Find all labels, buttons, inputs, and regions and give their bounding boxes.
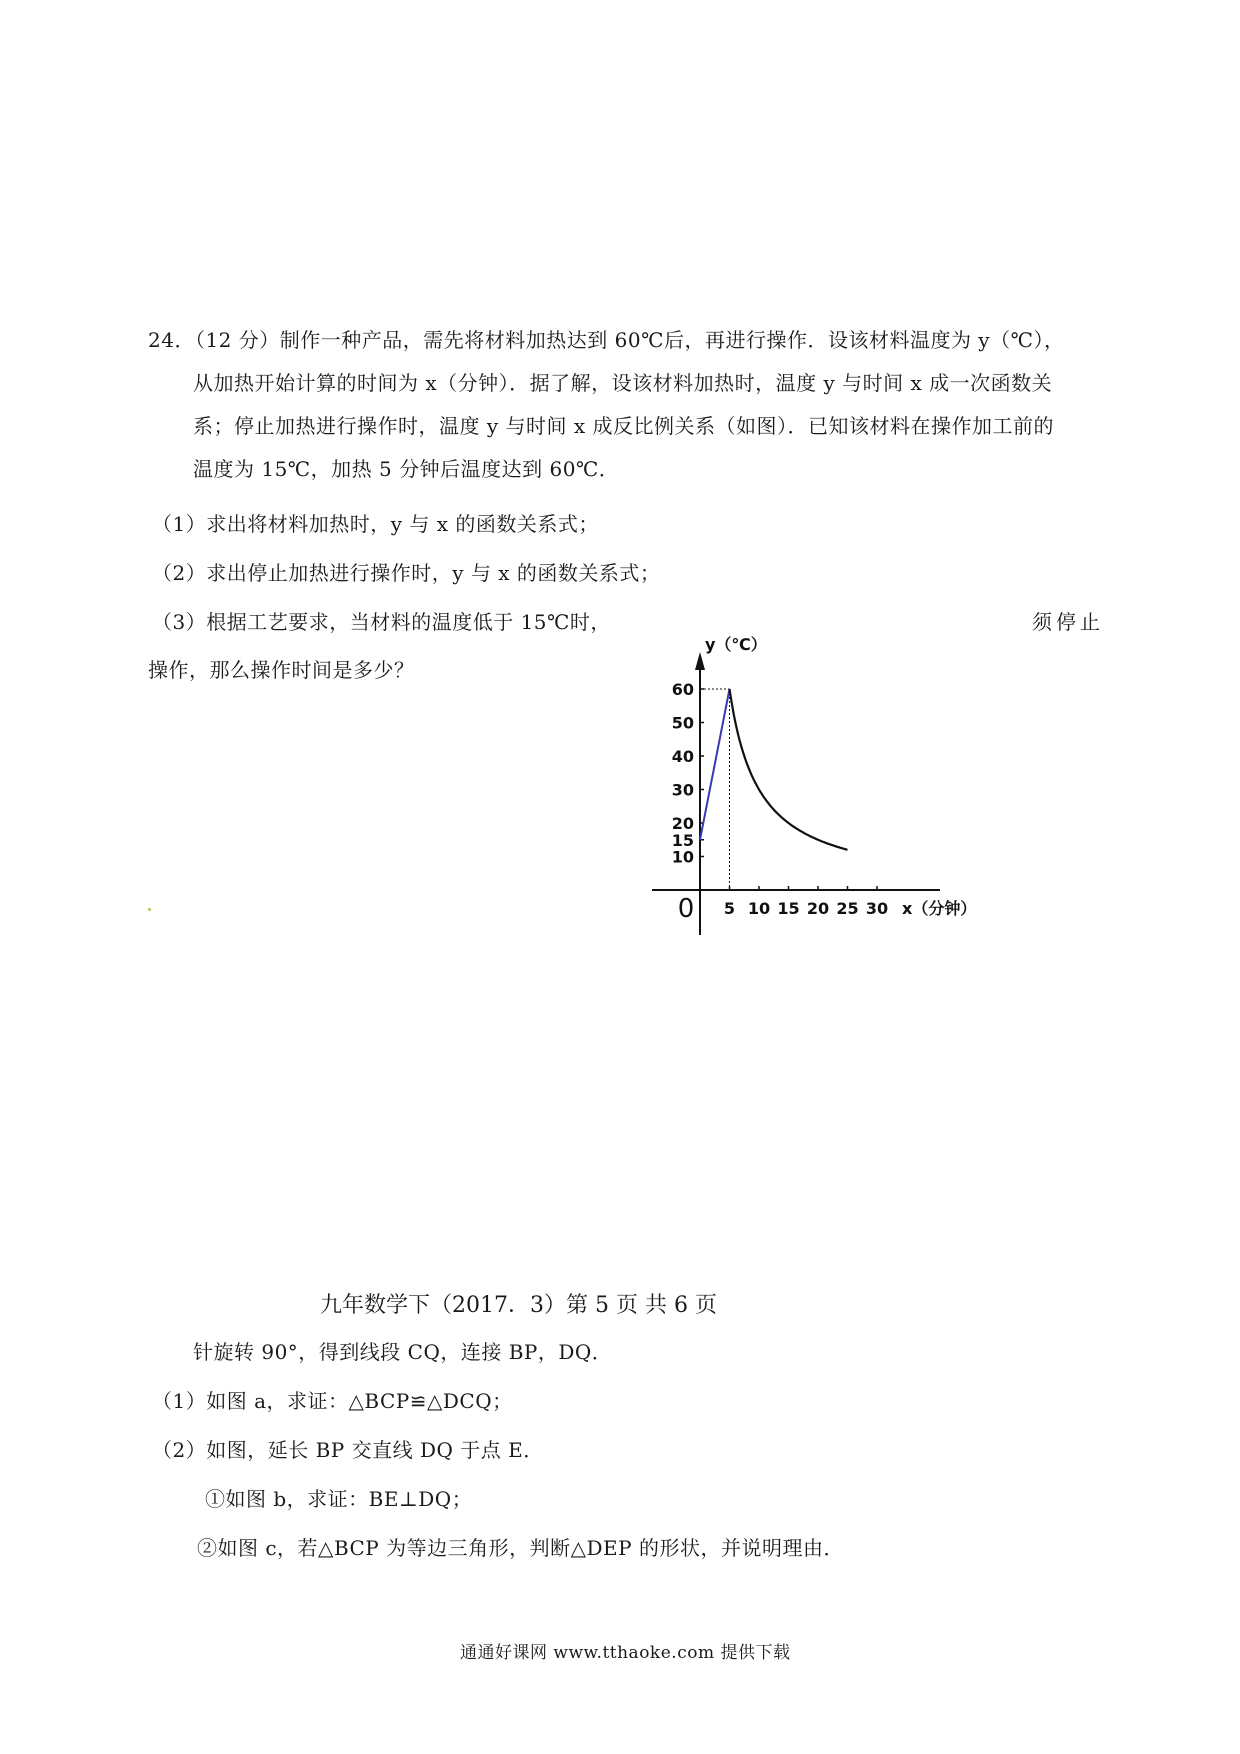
y-axis-arrow [695,652,705,670]
page2-question-1: （1）如图 a，求证：△BCP≌△DCQ； [152,1389,513,1413]
footer-partial-clipped [320,1293,760,1318]
problem-text-1: 制作一种产品，需先将材料加热达到 60℃后，再进行操作．设该材料温度为 y（℃）， [279,328,1065,352]
page2-question-2b: ②如图 c，若△BCP 为等边三角形，判断△DEP 的形状，并说明理由． [197,1536,844,1560]
x-tick-label: 10 [747,899,771,918]
chart-labels [672,635,977,924]
question-3-right: 须停止 [1032,610,1104,634]
x-tick-label: 15 [777,899,800,918]
page2-question-2a: ①如图 b，求证：BE⊥DQ； [205,1487,473,1511]
y-tick-label: 50 [671,713,694,733]
y-tick-label: 30 [671,780,694,800]
y-tick-label: 15 [671,830,694,850]
x-tick-label: 5 [723,899,736,918]
heating-line [700,689,730,840]
cooling-curve [730,689,848,850]
chart-marks [700,689,848,890]
y-axis-label: y（℃） [705,635,767,654]
footer-partial-text: 九年数学下（2017．3）第 5 页 共 6 页 [320,1293,717,1318]
temperature-time-chart [640,635,980,940]
problem-line-4: 温度为 15℃，加热 5 分钟后温度达到 60℃． [193,457,620,481]
problem-line-3: 系；停止加热进行操作时，温度 y 与时间 x 成反比例关系（如图）．已知该材料在操作加工前的 [193,414,1055,438]
footer-text: 通通好课网 www.tthaoke.com 提供下载 [460,1643,791,1663]
stray-dot [148,908,151,911]
question-3-continued: 操作，那么操作时间是多少？ [148,658,415,682]
x-tick-label: 20 [806,899,830,918]
y-tick-label: 10 [671,847,694,867]
question-1: （1）求出将材料加热时，y 与 x 的函数关系式； [152,512,599,536]
y-tick-label: 20 [671,814,694,833]
problem-number: 24．（12 分） [148,328,280,352]
x-tick-label: 25 [836,899,859,918]
page2-question-2: （2）如图，延长 BP 交直线 DQ 于点 E． [152,1438,544,1462]
y-tick-label: 60 [671,680,694,699]
problem-line-1 [148,328,1064,352]
problem-line-2: 从加热开始计算的时间为 x（分钟）．据了解，设该材料加热时，温度 y 与时间 x 成一次函数关 [193,371,1053,395]
x-axis-label: x（分钟） [902,899,977,918]
origin-label: 0 [677,894,695,924]
page2-line-1: 针旋转 90°，得到线段 CQ，连接 BP，DQ． [193,1340,613,1364]
y-tick-label: 40 [671,747,694,766]
x-tick-label: 30 [865,899,889,918]
question-2: （2）求出停止加热进行操作时，y 与 x 的函数关系式； [152,561,661,585]
question-3-left: （3）根据工艺要求，当材料的温度低于 15℃时， [152,610,611,634]
chart-axes [652,652,940,935]
